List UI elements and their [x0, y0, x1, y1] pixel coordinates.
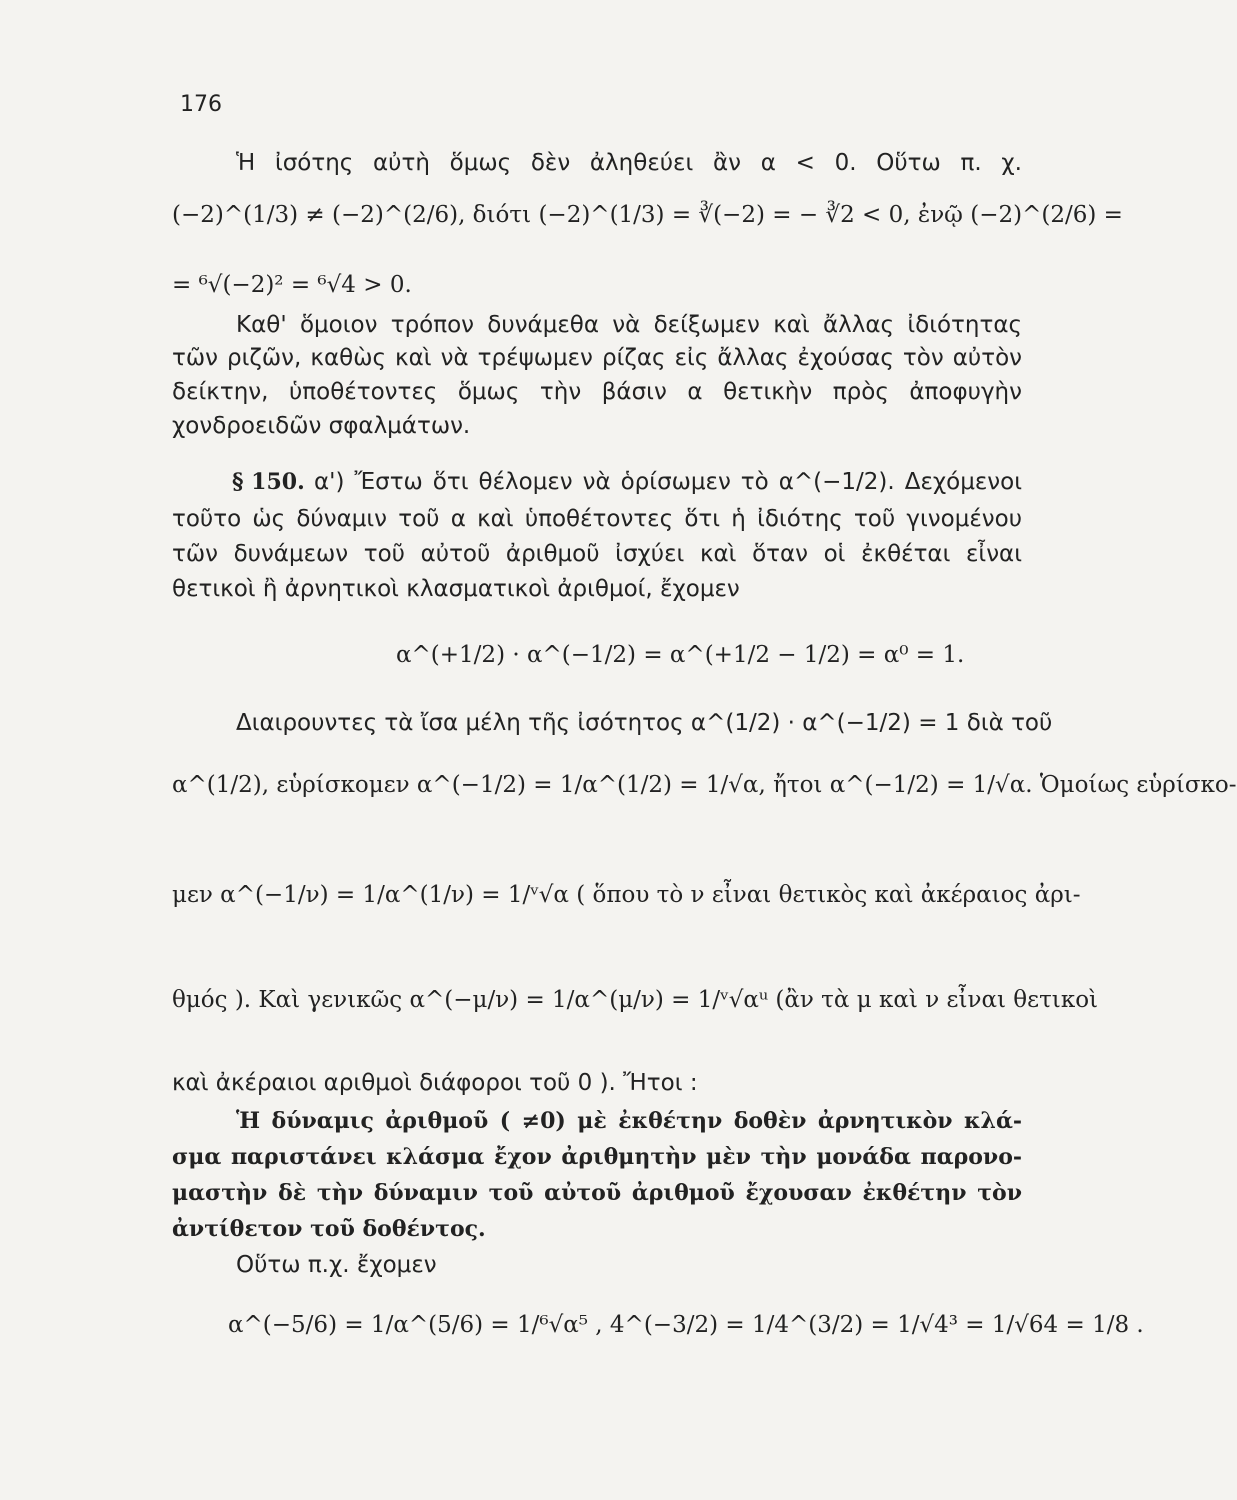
equation-line: α^(+1/2) · α^(−1/2) = α^(+1/2 − 1/2) = α⁰ = 1. [396, 642, 965, 668]
equation-line: α^(−5/6) = 1/α^(5/6) = 1/⁶√α⁵ , 4^(−3/2) = 1/4^(3/2) = 1/√4³ = 1/√64 = 1/8 . [228, 1312, 1144, 1338]
text-line: καὶ ἀκέραιοι αριθμοὶ διάφοροι τοῦ 0 ). Ἤτοι : [172, 1070, 698, 1096]
equation-line: μεν α^(−1/ν) = 1/α^(1/ν) = 1/ᵛ√α ( ὅπου τὸ ν εἶναι θετικὸς καὶ ἀκέραιος ἀρι- [172, 882, 1081, 908]
theorem-line: σμα παριστάνει κλάσμα ἔχον ἀριθμητὴν μὲν τὴν μονάδα παρονο- [172, 1144, 1022, 1170]
text-line: θετικοὶ ἢ ἀρνητικοὶ κλασματικοὶ ἀριθμοί, ἔχομεν [172, 576, 740, 602]
text-line: χονδροειδῶν σφαλμάτων. [172, 413, 471, 439]
theorem-line: μαστὴν δὲ τὴν δύναμιν τοῦ αὐτοῦ ἀριθμοῦ ἔχουσαν ἐκθέτην τὸν [172, 1180, 1022, 1206]
equation-line: = ⁶√(−2)² = ⁶√4 > 0. [172, 272, 412, 298]
text-line: τῶν ριζῶν, καθὼς καὶ νὰ τρέψωμεν ρίζας εἰς ἄλλας ἐχούσας τὸν αὐτὸν [172, 345, 1022, 371]
text-line: Οὕτω π.χ. ἔχομεν [236, 1252, 437, 1278]
section-number: § 150. [232, 469, 305, 495]
page-number: 176 [180, 92, 222, 117]
text-line: Διαιρουντες τὰ ἴσα μέλη τῆς ἰσότητος α^(1/2) · α^(−1/2) = 1 διὰ τοῦ [236, 710, 1053, 736]
text-line: δείκτην, ὑποθέτοντες ὅμως τὴν βάσιν α θετικὴν πρὸς ἀποφυγὴν [172, 379, 1022, 405]
text-line: α') Ἔστω ὅτι θέλομεν νὰ ὁρίσωμεν τὸ α^(−1/2). Δεχόμενοι [314, 469, 1022, 495]
text-line: Ἡ ἰσότης αὐτὴ ὅμως δὲν ἀληθεύει ἂν α < 0. Οὕτω π. χ. [236, 150, 1022, 176]
theorem-line: Ἡ δύναμις ἀριθμοῦ ( ≠0) μὲ ἐκθέτην δοθὲν ἀρνητικὸν κλά- [236, 1108, 1022, 1134]
equation-line: α^(1/2), εὑρίσκομεν α^(−1/2) = 1/α^(1/2) = 1/√α, ἤτοι α^(−1/2) = 1/√α. Ὁμοίως εὑρίσκο- [172, 772, 1237, 798]
text-line: Καθ' ὅμοιον τρόπον δυνάμεθα νὰ δείξωμεν καὶ ἄλλας ἰδιότητας [236, 312, 1022, 338]
text-line: τῶν δυνάμεων τοῦ αὐτοῦ ἀριθμοῦ ἰσχύει καὶ ὅταν οἱ ἐκθέται εἶναι [172, 541, 1022, 567]
equation-line: (−2)^(1/3) ≠ (−2)^(2/6), διότι (−2)^(1/3) = ∛(−2) = − ∛2 < 0, ἐνῷ (−2)^(2/6) = [172, 202, 1123, 228]
theorem-line: ἀντίθετον τοῦ δοθέντος. [172, 1216, 486, 1242]
equation-line: θμός ). Καὶ γενικῶς α^(−μ/ν) = 1/α^(μ/ν) = 1/ᵛ√αᵘ (ἂν τὰ μ καὶ ν εἶναι θετικοὶ [172, 987, 1099, 1013]
text-line: τοῦτο ὡς δύναμιν τοῦ α καὶ ὑποθέτοντες ὅτι ἡ ἰδιότης τοῦ γινομένου [172, 506, 1022, 532]
